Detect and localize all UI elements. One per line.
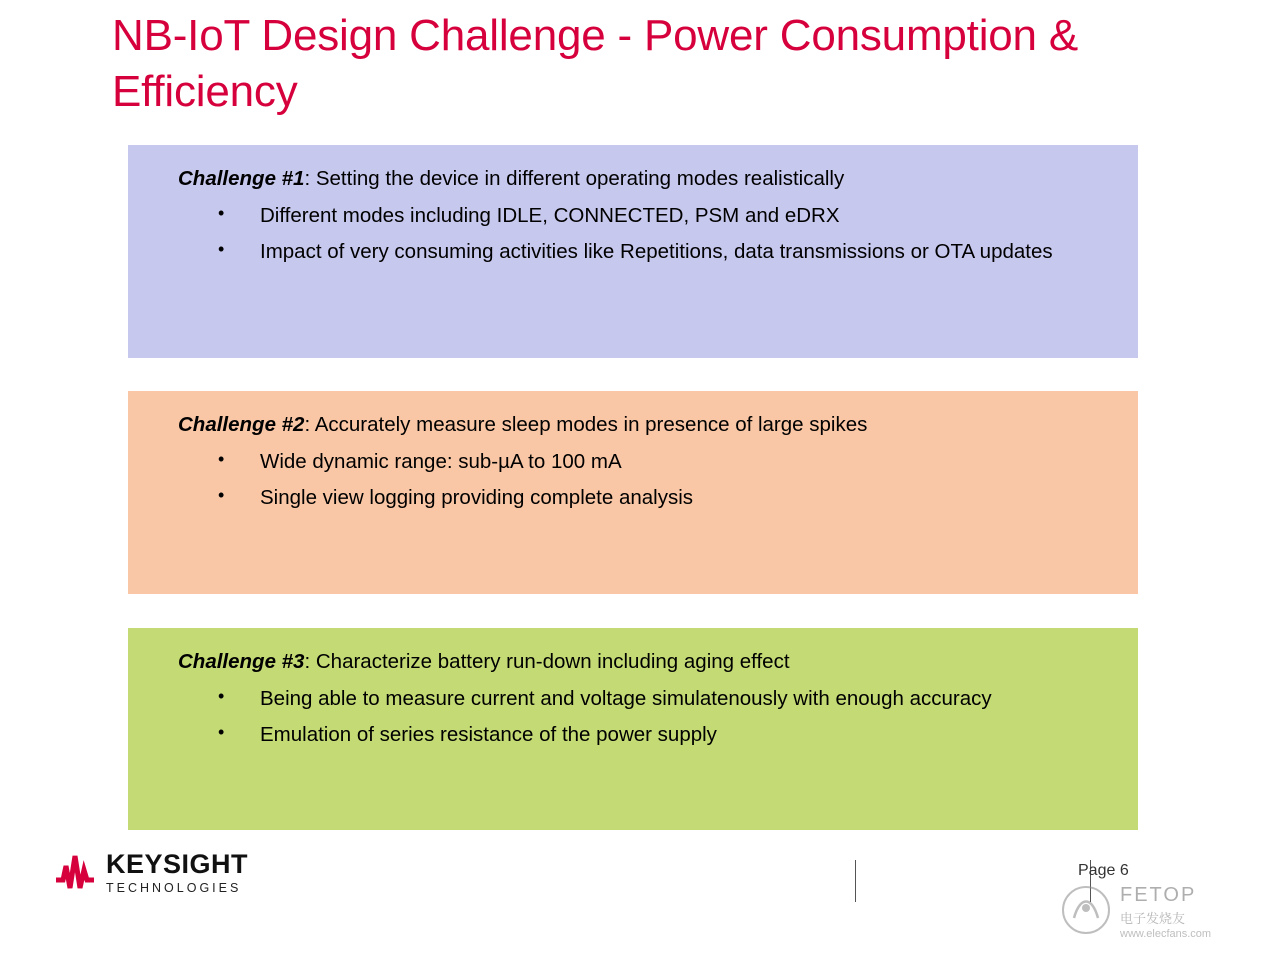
challenge-1-heading-text: : Setting the device in different operating modes realistically	[304, 167, 845, 190]
watermark-subtitle: 电子发烧友	[1120, 911, 1186, 926]
list-item: • Different modes including IDLE, CONNECTED, PSM and eDRX	[208, 201, 1112, 230]
list-item: • Single view logging providing complete analysis	[208, 483, 1112, 512]
list-item: • Being able to measure current and voltage simulatenously with enough accuracy	[208, 684, 1112, 713]
watermark	[1060, 880, 1270, 956]
watermark-logo-icon	[1060, 884, 1112, 936]
keysight-wave-icon	[52, 850, 98, 896]
keysight-logo	[52, 850, 248, 896]
challenge-2-heading	[178, 411, 1112, 439]
challenge-2-heading-text: : Accurately measure sleep modes in presence of large spikes	[304, 413, 868, 436]
challenge-3-heading	[178, 648, 1112, 676]
challenge-box-3	[128, 628, 1138, 830]
challenge-2-label: Challenge #2	[178, 413, 305, 436]
challenge-2-bullets	[178, 447, 1112, 512]
page-title: NB-IoT Design Challenge - Power Consumption & Efficiency	[112, 11, 1078, 117]
challenge-box-1	[128, 145, 1138, 358]
page-number: Page 6	[1078, 862, 1129, 879]
keysight-tagline: TECHNOLOGIES	[106, 881, 242, 896]
footer-divider-left	[855, 860, 856, 902]
list-item: • Wide dynamic range: sub-µA to 100 mA	[208, 447, 1112, 476]
challenge-1-label: Challenge #1	[178, 167, 305, 190]
challenge-3-label: Challenge #3	[178, 650, 305, 673]
challenge-1-heading	[178, 165, 1112, 193]
list-item: • Impact of very consuming activities like Repetitions, data transmissions or OTA updates	[208, 237, 1112, 266]
challenge-1-bullets	[178, 201, 1112, 266]
watermark-url: www.elecfans.com	[1120, 928, 1212, 940]
challenge-3-heading-text: : Characterize battery run-down including aging effect	[304, 650, 790, 673]
keysight-logo-text	[106, 851, 248, 895]
list-item: • Emulation of series resistance of the power supply	[208, 720, 1112, 749]
challenge-3-bullets	[178, 684, 1112, 749]
keysight-name: KEYSIGHT	[106, 849, 249, 880]
watermark-title: FETOP	[1120, 884, 1197, 906]
challenge-box-2	[128, 391, 1138, 594]
